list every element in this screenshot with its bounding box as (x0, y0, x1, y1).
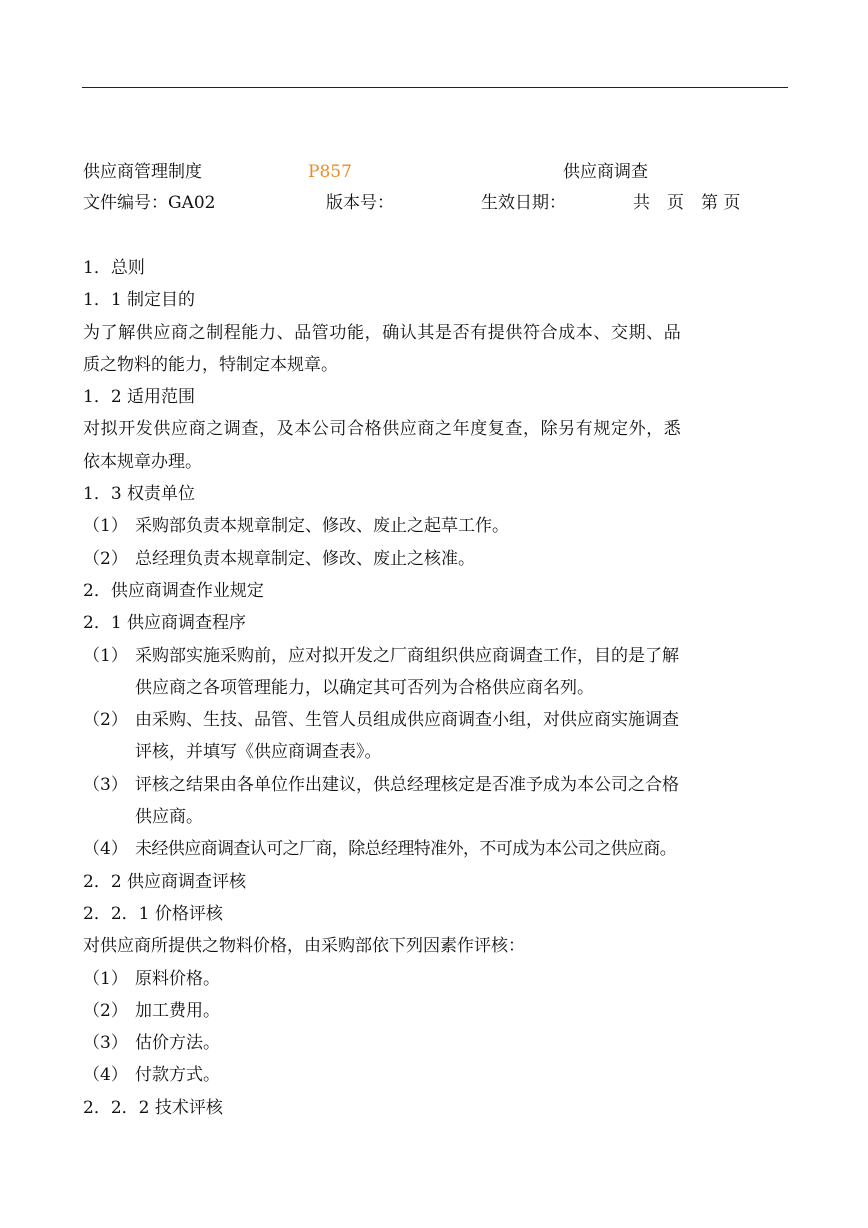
paragraph-line: 对拟开发供应商之调查，及本公司合格供应商之年度复查，除另有规定外，悉 (83, 419, 682, 440)
paragraph-line: 质之物料的能力，特制定本规章。 (83, 354, 338, 375)
list-number: （3） (83, 1033, 128, 1054)
subsubsection-heading: 2．2．2 技术评核 (83, 1097, 223, 1118)
list-number: （2） (83, 1000, 128, 1021)
list-item (83, 543, 789, 575)
header-row-2 (83, 188, 789, 218)
paragraph-line: 对供应商所提供之物料价格，由采购部依下列因素作评核： (83, 936, 525, 957)
subsection-heading: 2．2 供应商调查评核 (83, 871, 247, 892)
document-body (83, 252, 789, 1124)
list-text: 加工费用。 (135, 1000, 220, 1021)
list-text: 采购部负责本规章制定、修改、废止之起草工作。 (135, 516, 509, 537)
effective-date: 生效日期： (481, 193, 566, 213)
list-item (83, 510, 789, 542)
list-item (83, 995, 789, 1027)
list-item (83, 963, 789, 995)
list-text: 总经理负责本规章制定、修改、废止之核准。 (135, 548, 475, 569)
list-number: （2） (83, 548, 128, 569)
list-number: （1） (83, 516, 128, 537)
paragraph-line: 依本规章办理。 (83, 451, 202, 472)
list-item (83, 1059, 789, 1091)
list-text: 原料价格。 (135, 968, 220, 989)
list-item (83, 1027, 789, 1059)
version-number: 版本号： (326, 193, 394, 213)
list-number: （1） (83, 968, 128, 989)
list-text-line: 评核之结果由各单位作出建议，供总经理核定是否准予成为本公司之合格 (135, 774, 679, 795)
subsection-heading: 1．1 制定目的 (83, 290, 196, 311)
list-number: （1） (83, 645, 128, 666)
list-text-line: 供应商之各项管理能力，以确定其可否列为合格供应商名列。 (135, 677, 594, 698)
list-number: （3） (83, 774, 128, 795)
list-item (83, 769, 789, 834)
list-text-line: 由采购、生技、品管、生管人员组成供应商调查小组，对供应商实施调查 (135, 710, 679, 731)
list-number: （2） (83, 710, 128, 731)
list-item (83, 640, 789, 705)
header-row-1 (83, 157, 789, 187)
list-number: （4） (83, 1065, 128, 1086)
section-heading: 1．总则 (83, 258, 145, 278)
page-count: 共 页 第 页 (633, 193, 741, 213)
list-text: 付款方式。 (135, 1065, 220, 1086)
file-number: 文件编号：GA02 (83, 193, 216, 213)
paragraph-line: 为了解供应商之制程能力、品管功能，确认其是否有提供符合成本、交期、品 (83, 322, 682, 343)
list-text: 估价方法。 (135, 1033, 220, 1054)
subsection-heading: 1．2 适用范围 (83, 387, 196, 408)
doc-code: P857 (308, 162, 352, 182)
list-text-line: 采购部实施采购前，应对拟开发之厂商组织供应商调查工作，目的是了解 (135, 645, 679, 666)
list-item (83, 833, 789, 865)
subsection-heading: 2．1 供应商调查程序 (83, 613, 247, 634)
subsection-heading: 1．3 权责单位 (83, 484, 196, 505)
section-heading: 2．供应商调查作业规定 (83, 580, 264, 601)
list-number: （4） (83, 839, 128, 860)
doc-subject: 供应商调查 (563, 162, 648, 182)
list-text-line: 评核，并填写《供应商调查表》。 (135, 742, 382, 763)
list-text-line: 未经供应商调查认可之厂商，除总经理特准外，不可成为本公司之供应商。 (135, 839, 677, 860)
subsubsection-heading: 2．2．1 价格评核 (83, 903, 223, 924)
list-text-line: 供应商。 (135, 807, 203, 828)
header-rule (82, 87, 788, 88)
list-item (83, 704, 789, 769)
doc-title: 供应商管理制度 (83, 162, 202, 182)
